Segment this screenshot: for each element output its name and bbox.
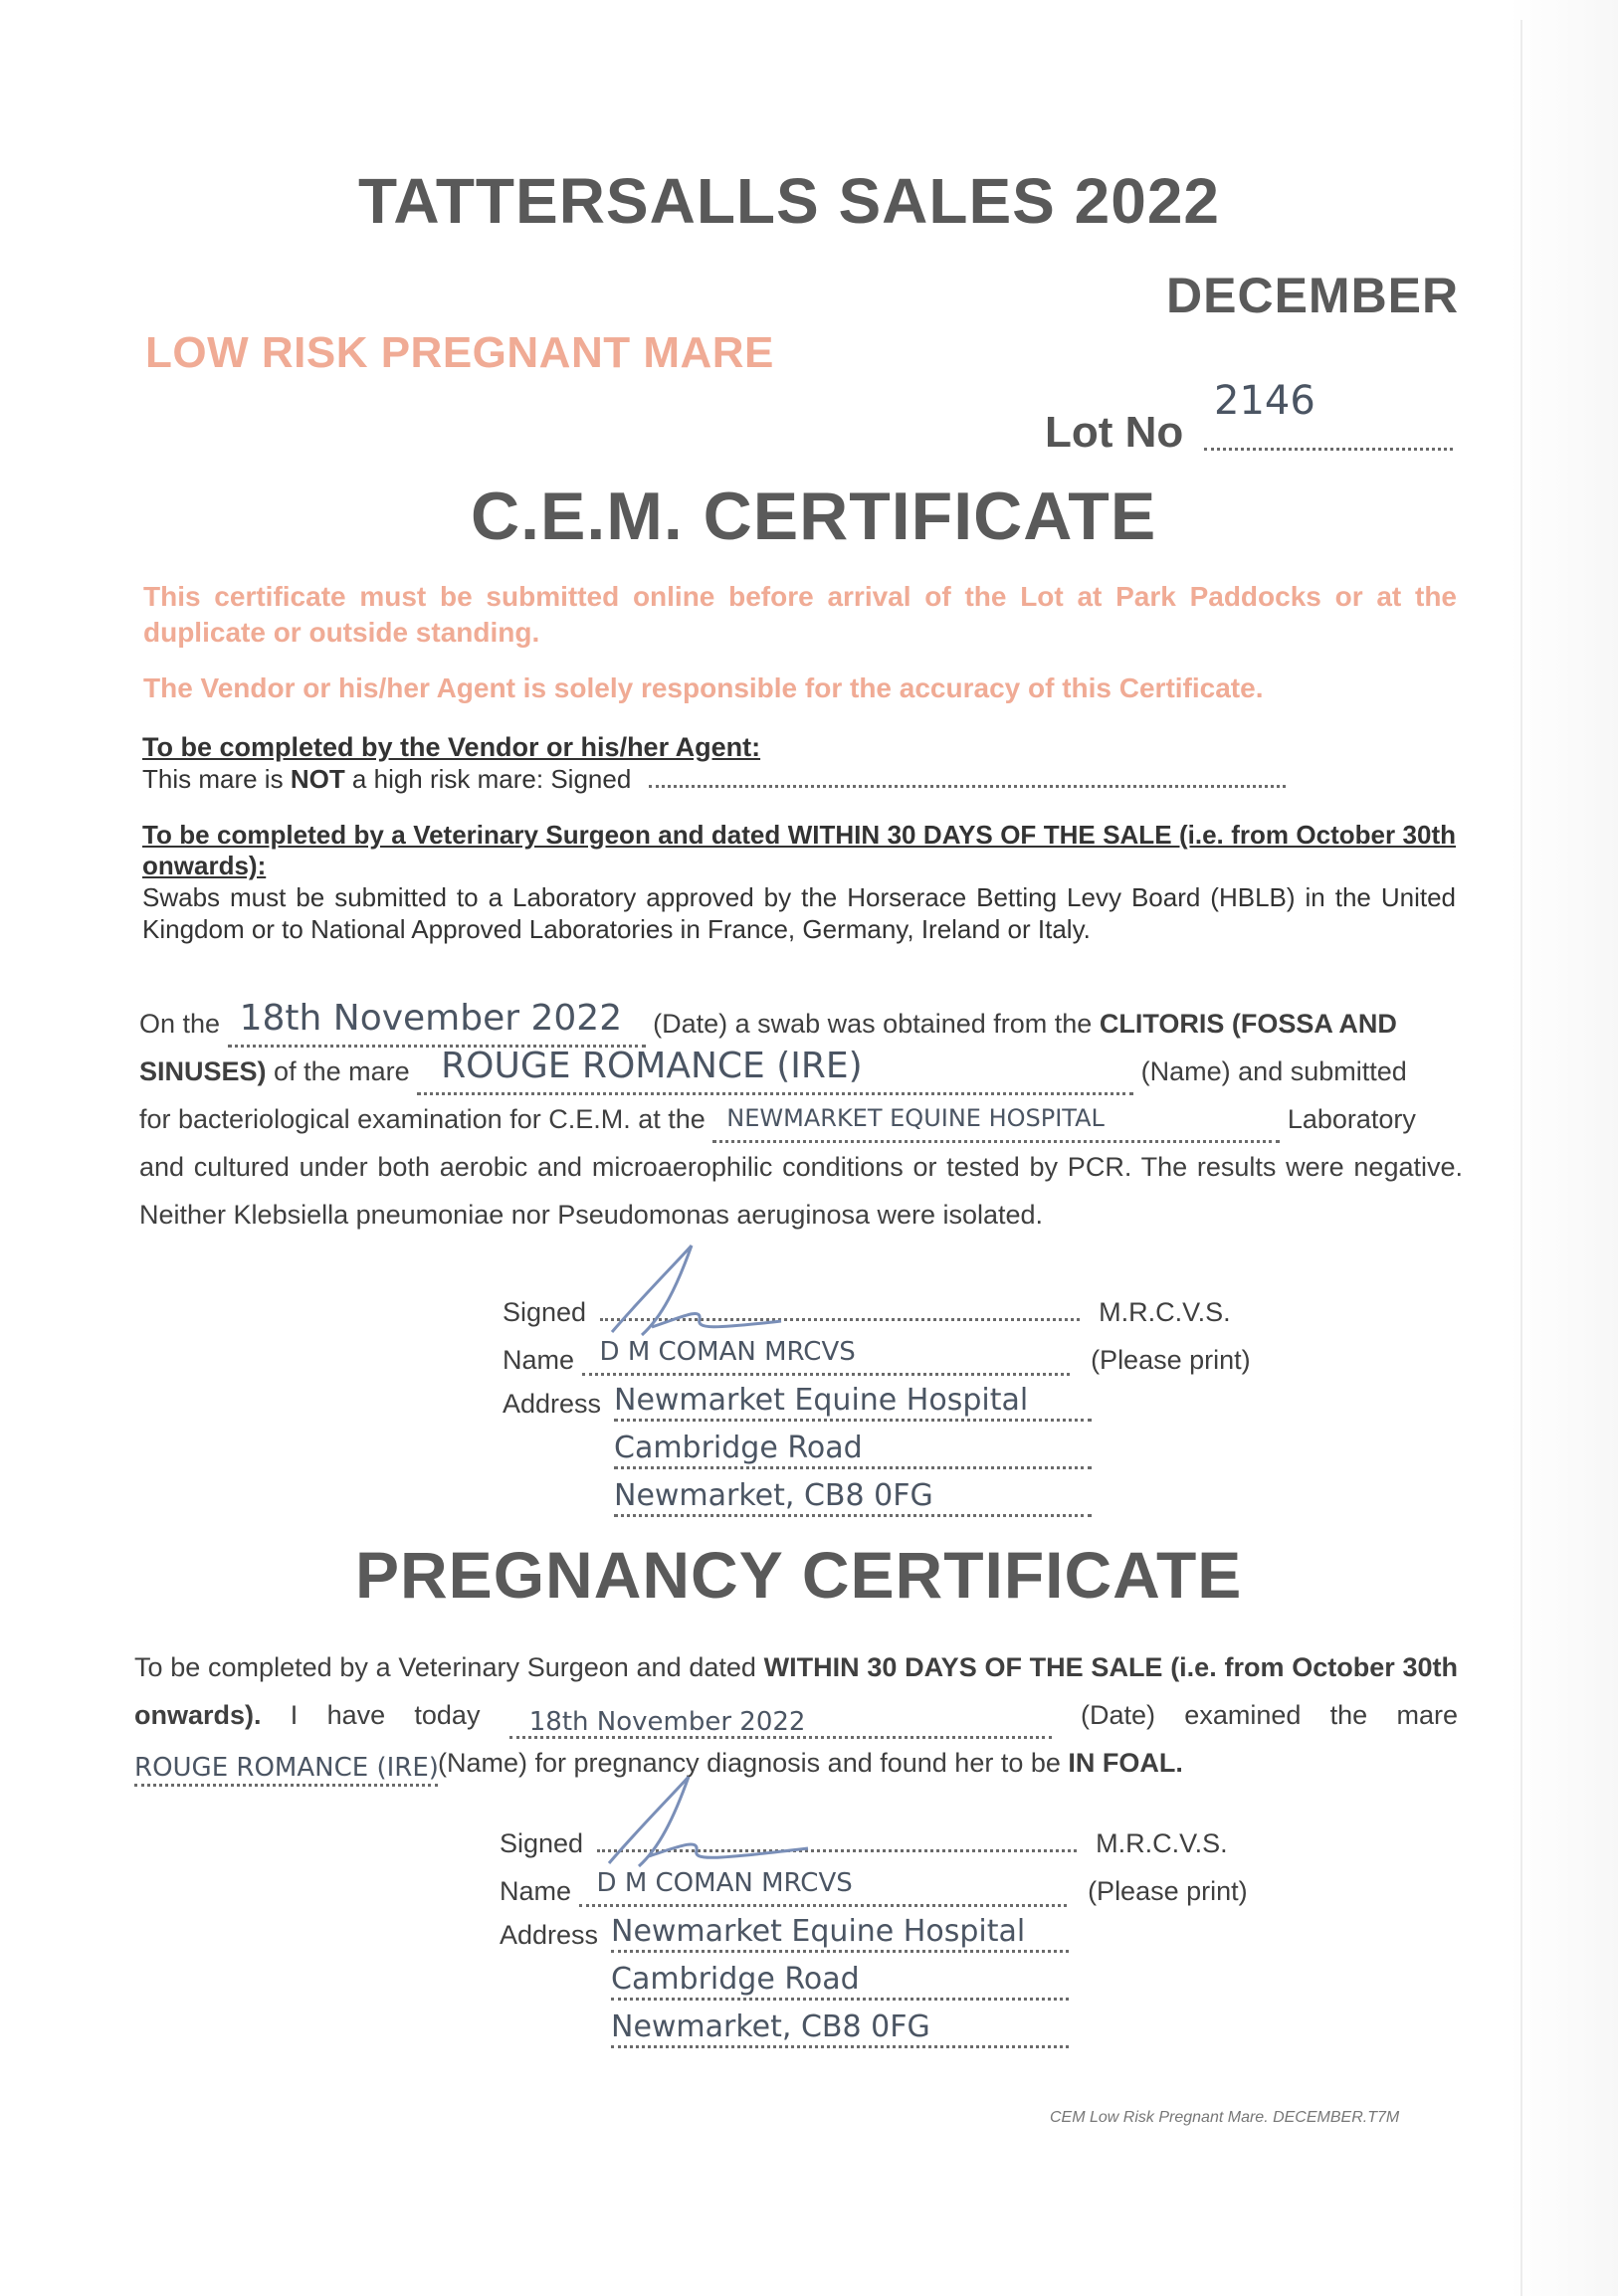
lot-number: 2146 — [1214, 378, 1315, 424]
cem-address-2: Cambridge Road — [614, 1431, 863, 1465]
lot-label: Lot No — [1045, 408, 1184, 457]
on-the-label: On the — [139, 1009, 221, 1039]
preg-address-line-2 — [611, 1962, 1069, 2001]
cem-please-print: (Please print) — [1091, 1345, 1251, 1375]
preg-address-2: Cambridge Road — [611, 1962, 860, 1997]
mare-category: LOW RISK PREGNANT MARE — [145, 328, 774, 377]
cem-address-line-3 — [614, 1478, 1092, 1517]
cem-signature — [582, 1238, 841, 1347]
cem-notice-submit: This certificate must be submitted online before arrival of the Lot at Park Paddocks or at the duplicate or outside standing. — [143, 581, 1457, 648]
preg-in-foal: IN FOAL. — [1068, 1748, 1183, 1778]
cem-address-line-2 — [614, 1431, 1092, 1469]
date-suffix: (Date) a swab was obtained from the — [653, 1009, 1093, 1039]
preg-have-today: I have today — [290, 1700, 481, 1730]
lot-dots — [1204, 438, 1453, 451]
vendor-heading-text: To be completed by the Vendor or his/her Agent: — [142, 732, 761, 762]
preg-address-3: Newmarket, CB8 0FG — [611, 2009, 930, 2044]
sale-title: TATTERSALLS SALES 2022 — [358, 165, 1220, 237]
preg-name-suffix: (Name) for pregnancy diagnosis and found her to be — [438, 1748, 1061, 1778]
lot-number-field — [1045, 378, 1463, 457]
for-bact-label: for bacteriological examination for C.E.M. at the — [139, 1104, 706, 1134]
swab-site: CLITORIS (FOSSA AND SINUSES) — [139, 1009, 1397, 1086]
preg-intro: To be completed by a Veterinary Surgeon and dated — [134, 1652, 756, 1682]
preg-name-label: Name — [500, 1876, 572, 1906]
vendor-statement — [142, 764, 1456, 795]
cem-address-label: Address — [503, 1389, 602, 1419]
name-suffix: (Name) and submitted — [1140, 1056, 1407, 1086]
preg-address-label: Address — [500, 1920, 599, 1950]
preg-signature — [569, 1769, 848, 1878]
laboratory-name: NEWMARKET EQUINE HOSPITAL — [726, 1104, 1105, 1132]
cem-address-3: Newmarket, CB8 0FG — [614, 1478, 933, 1513]
of-the-mare-label: of the mare — [274, 1056, 410, 1086]
vendor-signature-line — [649, 775, 1286, 788]
preg-mare-label: mare — [1396, 1700, 1458, 1730]
mare-name: ROUGE ROMANCE (IRE) — [441, 1046, 863, 1086]
pregnancy-title: PREGNANCY CERTIFICATE — [355, 1538, 1243, 1612]
preg-address-1: Newmarket Equine Hospital — [611, 1914, 1026, 1949]
cem-signature-block — [503, 1285, 1299, 1524]
preg-mare-field — [134, 1750, 438, 1787]
vendor-statement-b: a high risk mare: Signed — [344, 764, 632, 794]
laboratory-field — [712, 1106, 1280, 1143]
vendor-statement-a: This mare is — [142, 764, 291, 794]
cem-address-line-1 — [614, 1383, 1092, 1422]
preg-signature-block — [500, 1817, 1296, 2055]
cem-signed-label: Signed — [503, 1297, 587, 1327]
scan-edge — [1509, 0, 1618, 2296]
vet-heading-text: To be completed by a Veterinary Surgeon and dated WITHIN 30 DAYS OF THE SALE (i.e. from October 30th onwards): — [142, 820, 1456, 880]
preg-date-field — [509, 1702, 1052, 1739]
cem-title: C.E.M. CERTIFICATE — [471, 478, 1157, 554]
preg-date-suffix: (Date) examined the — [1081, 1700, 1368, 1730]
preg-within: WITHIN 30 DAYS OF THE SALE (i.e. from October 30th onwards). — [134, 1652, 1458, 1730]
vet-heading — [142, 820, 1456, 881]
cem-notice-responsibility: The Vendor or his/her Agent is solely responsible for the accuracy of this Certificate. — [143, 672, 1264, 703]
cem-name-field — [582, 1337, 1070, 1376]
cem-address-1: Newmarket Equine Hospital — [614, 1383, 1029, 1418]
cem-vet-name: D M COMAN MRCVS — [599, 1337, 856, 1367]
form-code: CEM Low Risk Pregnant Mare. DECEMBER.T7M — [1050, 2109, 1400, 2126]
preg-address-line-3 — [611, 2009, 1069, 2048]
mare-name-field — [417, 1046, 1133, 1095]
cem-name-label: Name — [503, 1345, 575, 1375]
vendor-heading — [142, 732, 760, 763]
preg-name-field — [579, 1868, 1067, 1907]
swab-date: 18th November 2022 — [239, 998, 623, 1039]
preg-address-line-1 — [611, 1914, 1069, 1953]
preg-mare-name: ROUGE ROMANCE (IRE) — [134, 1753, 439, 1783]
pregnancy-statement — [134, 1643, 1458, 1787]
cem-swab-line-1 — [139, 1000, 1463, 1239]
preg-date: 18th November 2022 — [528, 1707, 806, 1737]
vet-lab-requirements: Swabs must be submitted to a Laboratory approved by the Horserace Betting Levy Board (HBLB) in the United Kingdom or to National Approved Laboratories in France, Germany, Ireland or Italy. — [142, 882, 1456, 944]
preg-mrcvs: M.R.C.V.S. — [1096, 1828, 1228, 1858]
preg-vet-name: D M COMAN MRCVS — [596, 1868, 853, 1898]
preg-signed-label: Signed — [500, 1828, 584, 1858]
laboratory-label: Laboratory — [1287, 1104, 1416, 1134]
cem-results: and cultured under both aerobic and microaerophilic conditions or tested by PCR. The results were negative. Neither Klebsiella pneumoniae nor Pseudomonas aeruginosa were isolated. — [139, 1152, 1463, 1230]
preg-please-print: (Please print) — [1088, 1876, 1248, 1906]
sale-month: DECEMBER — [1166, 268, 1460, 323]
vendor-statement-not: NOT — [290, 764, 345, 794]
cem-mrcvs: M.R.C.V.S. — [1099, 1297, 1231, 1327]
